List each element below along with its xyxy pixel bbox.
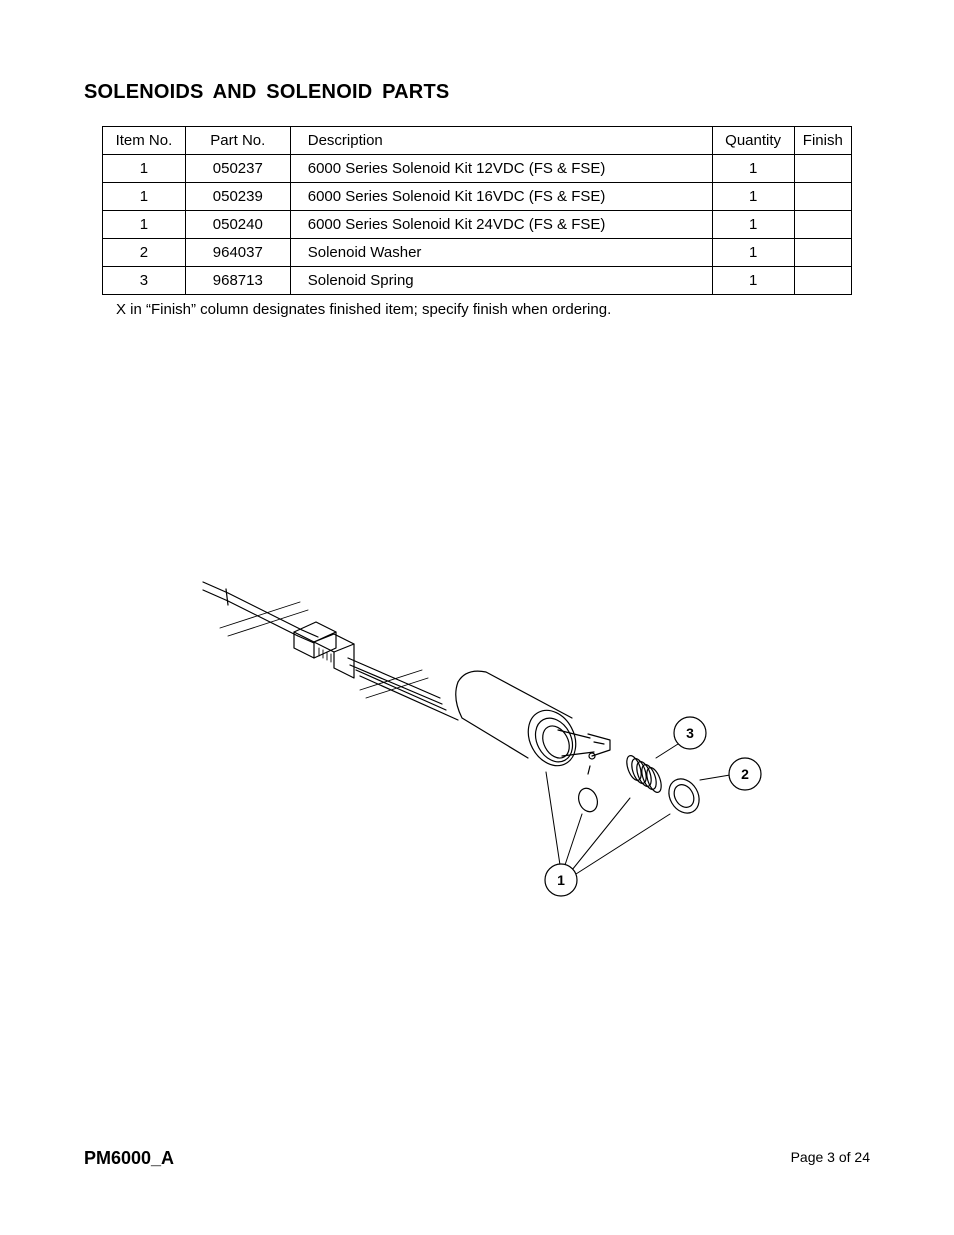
cell-description: Solenoid Washer (290, 239, 712, 267)
table-footnote: X in “Finish” column designates finished item; specify finish when ordering. (116, 301, 612, 318)
retaining-clip (575, 786, 600, 815)
page-title: SOLENOIDS AND SOLENOID PARTS (84, 81, 450, 103)
callout-2-label: 2 (741, 766, 749, 782)
cell-finish (794, 211, 851, 239)
solenoid-spring (624, 754, 664, 795)
table-row (103, 267, 852, 295)
solenoid-washer (663, 773, 705, 818)
cell-description: Solenoid Spring (290, 267, 712, 295)
callout-1-label: 1 (557, 872, 565, 888)
table-row (103, 155, 852, 183)
callout-3-label: 3 (686, 725, 694, 741)
cell-description: 6000 Series Solenoid Kit 12VDC (FS & FSE) (290, 155, 712, 183)
document-id: PM6000_A (84, 1148, 175, 1168)
header-finish: Finish (794, 127, 851, 155)
table-row (103, 183, 852, 211)
cell-part-no: 964037 (185, 239, 290, 267)
header-part-no: Part No. (185, 127, 290, 155)
cell-finish (794, 183, 851, 211)
cell-finish (794, 155, 851, 183)
header-quantity: Quantity (712, 127, 794, 155)
cell-part-no: 050239 (185, 183, 290, 211)
cell-item-no: 2 (103, 239, 186, 267)
callout-2 (729, 758, 761, 790)
table-row (103, 239, 852, 267)
cell-quantity: 1 (712, 211, 794, 239)
cell-item-no: 1 (103, 211, 186, 239)
cell-item-no: 1 (103, 155, 186, 183)
cell-part-no: 050237 (185, 155, 290, 183)
callout-3 (674, 717, 706, 749)
cell-description: 6000 Series Solenoid Kit 16VDC (FS & FSE) (290, 183, 712, 211)
page-number: Page 3 of 24 (790, 1149, 870, 1165)
solenoid-body (456, 671, 610, 774)
cell-item-no: 3 (103, 267, 186, 295)
cell-quantity: 1 (712, 183, 794, 211)
cell-part-no: 050240 (185, 211, 290, 239)
cell-quantity: 1 (712, 267, 794, 295)
callout-1 (545, 864, 577, 896)
cell-quantity: 1 (712, 155, 794, 183)
table-header-row (103, 127, 852, 155)
parts-table (102, 126, 852, 295)
table-row (103, 211, 852, 239)
cell-part-no: 968713 (185, 267, 290, 295)
cell-finish (794, 239, 851, 267)
cell-item-no: 1 (103, 183, 186, 211)
solenoid-exploded-diagram (190, 570, 780, 910)
cell-description: 6000 Series Solenoid Kit 24VDC (FS & FSE) (290, 211, 712, 239)
cell-finish (794, 267, 851, 295)
header-description: Description (290, 127, 712, 155)
header-item-no: Item No. (103, 127, 186, 155)
cell-quantity: 1 (712, 239, 794, 267)
